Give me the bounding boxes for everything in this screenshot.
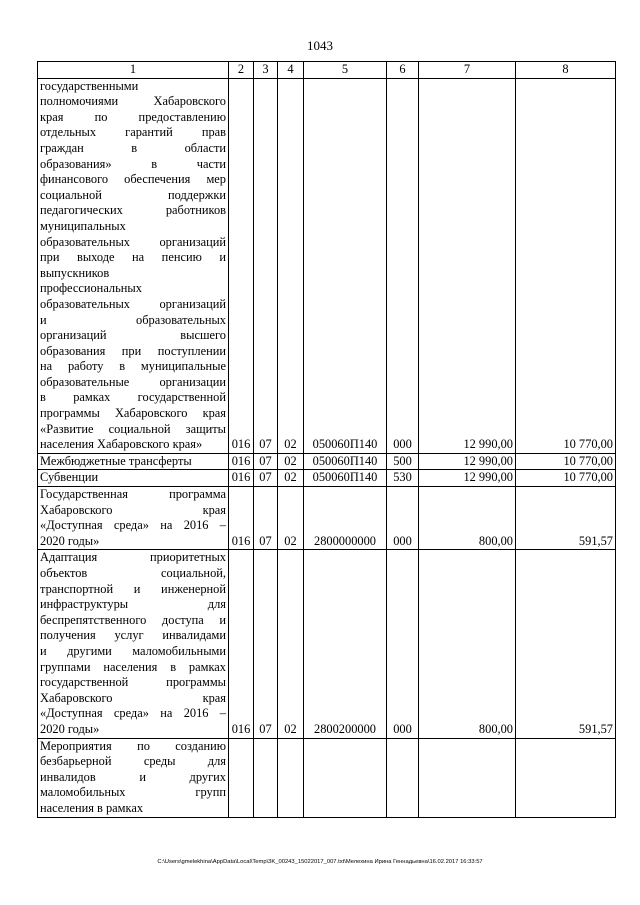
row-name-line: образовательных организаций — [40, 234, 226, 249]
subsection-code-cell: 02 — [278, 470, 304, 487]
expense-type-cell: 000 — [387, 550, 419, 738]
row-name-line: Хабаровского края — [40, 502, 226, 517]
row-name-line: Межбюджетные трансферты — [40, 453, 192, 468]
expense-type-cell: 000 — [387, 487, 419, 550]
subsection-code-cell — [278, 738, 304, 817]
section-code-cell — [254, 738, 278, 817]
actual-amount-cell: 591,57 — [516, 487, 616, 550]
table-row — [38, 550, 616, 738]
actual-amount-cell — [516, 738, 616, 817]
row-name-line: края по предоставлению — [40, 109, 226, 124]
column-header: 7 — [419, 62, 516, 79]
target-article-cell: 050060П140 — [304, 453, 387, 470]
row-name-line: муниципальных — [40, 218, 126, 233]
header-row — [38, 62, 616, 79]
row-name-cell — [38, 487, 229, 550]
section-code-cell: 07 — [254, 78, 278, 453]
department-code-cell: 016 — [229, 550, 254, 738]
table-row — [38, 78, 616, 453]
row-name-cell — [38, 550, 229, 738]
row-name-line: государственной программы — [40, 675, 226, 690]
department-code-cell: 016 — [229, 78, 254, 453]
column-header: 1 — [38, 62, 229, 79]
table-row — [38, 487, 616, 550]
actual-amount-cell: 10 770,00 — [516, 470, 616, 487]
row-name-line: инвалидов и других — [40, 769, 226, 784]
row-name-line: социальной поддержки — [40, 187, 226, 202]
table-row — [38, 738, 616, 817]
row-name-cell — [38, 78, 229, 453]
row-name-line: финансового обеспечения мер — [40, 172, 226, 187]
row-name-line: безбарьерной среды для — [40, 754, 226, 769]
planned-amount-cell: 12 990,00 — [419, 470, 516, 487]
file-path-footer: C:\Users\gmelekhina\AppData\Local\Temp\3K_00243_15022017_007.txt\Мелехина Ирина Геннадьевна\16.02.2017 16:33:57 — [157, 859, 483, 865]
section-code-cell: 07 — [254, 550, 278, 738]
column-header: 2 — [229, 62, 254, 79]
target-article-cell: 2800200000 — [304, 550, 387, 738]
row-name-line: Мероприятия по созданию — [40, 738, 226, 753]
subsection-code-cell: 02 — [278, 550, 304, 738]
row-name-line: транспортной и инженерной — [40, 581, 226, 596]
row-name-line: образования» в части — [40, 156, 226, 171]
section-code-cell: 07 — [254, 487, 278, 550]
row-name-line: группами населения в рамках — [40, 659, 226, 674]
section-code-cell: 07 — [254, 453, 278, 470]
row-name-cell — [38, 738, 229, 817]
row-name-line: на работу в муниципальные — [40, 359, 226, 374]
department-code-cell: 016 — [229, 453, 254, 470]
row-name-line: и другими маломобильными — [40, 643, 226, 658]
row-name-line: 2020 годы» — [40, 721, 100, 736]
row-name-line: образовательных организаций — [40, 296, 226, 311]
department-code-cell: 016 — [229, 470, 254, 487]
expense-type-cell — [387, 738, 419, 817]
row-name-cell — [38, 470, 229, 487]
expense-type-cell: 500 — [387, 453, 419, 470]
row-name-line: полномочиями Хабаровского — [40, 94, 226, 109]
row-name-line: педагогических работников — [40, 203, 226, 218]
row-name-line: при выходе на пенсию и — [40, 250, 226, 265]
planned-amount-cell: 800,00 — [419, 487, 516, 550]
target-article-cell — [304, 738, 387, 817]
budget-table — [37, 61, 616, 818]
expense-type-cell: 000 — [387, 78, 419, 453]
planned-amount-cell: 800,00 — [419, 550, 516, 738]
actual-amount-cell: 10 770,00 — [516, 78, 616, 453]
column-header: 4 — [278, 62, 304, 79]
row-name-line: получения услуг инвалидами — [40, 628, 226, 643]
row-name-line: «Доступная среда» на 2016 – — [40, 518, 226, 533]
department-code-cell: 016 — [229, 487, 254, 550]
row-name-line: в рамках государственной — [40, 390, 226, 405]
row-name-line: 2020 годы» — [40, 533, 100, 548]
row-name-line: отдельных гарантий прав — [40, 125, 226, 140]
department-code-cell — [229, 738, 254, 817]
expense-type-cell: 530 — [387, 470, 419, 487]
target-article-cell: 050060П140 — [304, 78, 387, 453]
table-row — [38, 470, 616, 487]
row-name-line: программы Хабаровского края — [40, 406, 226, 421]
row-name-line: объектов социальной, — [40, 566, 226, 580]
column-header: 5 — [304, 62, 387, 79]
row-name-line: и образовательных — [40, 312, 226, 327]
row-name-line: Государственная программа — [40, 487, 226, 502]
planned-amount-cell — [419, 738, 516, 817]
subsection-code-cell: 02 — [278, 453, 304, 470]
row-name-line: населения в рамках — [40, 800, 144, 815]
row-name-cell — [38, 453, 229, 470]
row-name-line: образовательные организации — [40, 374, 226, 389]
target-article-cell: 2800000000 — [304, 487, 387, 550]
row-name-line: граждан в области — [40, 140, 226, 155]
table-row — [38, 453, 616, 470]
row-name-line: Адаптация приоритетных — [40, 550, 226, 565]
row-name-line: образования при поступлении — [40, 343, 226, 358]
row-name-line: Субвенции — [40, 470, 99, 485]
row-name-line: выпускников — [40, 265, 110, 280]
actual-amount-cell: 10 770,00 — [516, 453, 616, 470]
row-name-line: Хабаровского края — [40, 690, 226, 705]
column-header: 6 — [387, 62, 419, 79]
column-header: 8 — [516, 62, 616, 79]
row-name-line: «Развитие социальной защиты — [40, 421, 226, 436]
row-name-line: организаций высшего — [40, 328, 226, 343]
row-name-line: инфраструктуры для — [40, 597, 226, 612]
row-name-line: населения Хабаровского края» — [40, 437, 203, 452]
subsection-code-cell: 02 — [278, 78, 304, 453]
row-name-line: государственными — [40, 78, 139, 93]
row-name-line: «Доступная среда» на 2016 – — [40, 706, 226, 721]
target-article-cell: 050060П140 — [304, 470, 387, 487]
actual-amount-cell: 591,57 — [516, 550, 616, 738]
page-number: 1043 — [307, 38, 333, 53]
planned-amount-cell: 12 990,00 — [419, 453, 516, 470]
row-name-line: маломобильных групп — [40, 785, 226, 800]
row-name-line: профессиональных — [40, 281, 142, 296]
subsection-code-cell: 02 — [278, 487, 304, 550]
planned-amount-cell: 12 990,00 — [419, 78, 516, 453]
row-name-line: беспрепятственного доступа и — [40, 612, 226, 627]
section-code-cell: 07 — [254, 470, 278, 487]
column-header: 3 — [254, 62, 278, 79]
